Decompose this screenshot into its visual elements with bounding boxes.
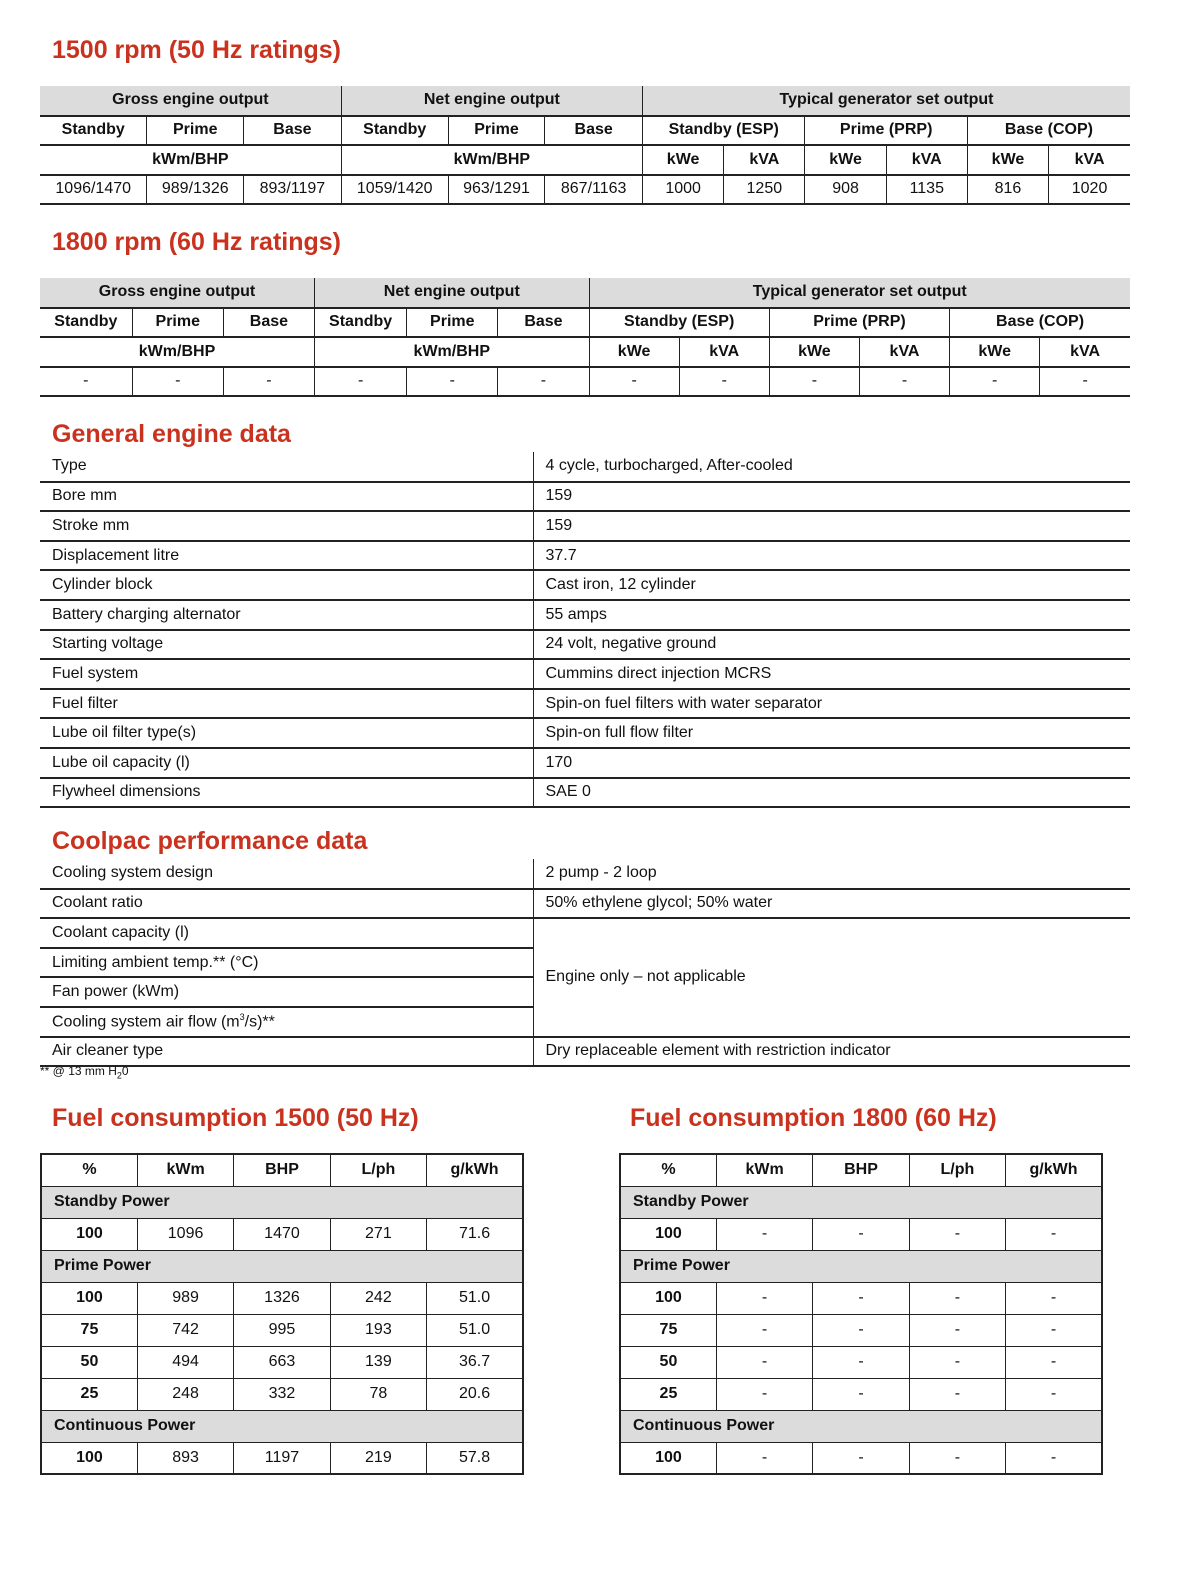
airflow-label-superscript: 3 [239,1012,245,1023]
value-cell: - [813,1314,909,1346]
value-cell: 1135 [886,175,967,205]
table-row [40,748,1130,778]
value-cell: 908 [805,175,886,205]
spec-label: Cooling system design [40,859,533,889]
value-cell: - [716,1346,812,1378]
value-cell: 51.0 [427,1314,523,1346]
value-cell: - [859,367,949,397]
table-row [40,541,1130,571]
value-cell: - [813,1442,909,1474]
value-cell: 989 [137,1282,233,1314]
col-header-percent: % [41,1154,137,1186]
band-continuous-power: Continuous Power [620,1410,1102,1442]
col-header-bhp: BHP [234,1154,330,1186]
band-prime-power: Prime Power [41,1250,523,1282]
spec-label: Bore mm [40,482,533,512]
value-cell: 995 [234,1314,330,1346]
value-cell: - [716,1378,812,1410]
table-row [40,511,1130,541]
unit-kwe: kWe [589,337,679,367]
spec-label: Limiting ambient temp.** (°C) [40,948,533,978]
header-genset-standby: Standby (ESP) [643,116,805,146]
table-row [41,1442,523,1474]
load-percent: 100 [620,1442,716,1474]
value-cell: - [1006,1346,1102,1378]
table-row [40,778,1130,808]
value-cell: - [716,1218,812,1250]
value-cell: 271 [330,1218,426,1250]
unit-gross: kWm/BHP [40,145,341,175]
table-row [41,1346,523,1378]
band-prime-power: Prime Power [620,1250,1102,1282]
value-cell: - [407,367,498,397]
table-row [620,1378,1102,1410]
spec-value: Dry replaceable element with restriction indicator [533,1037,1130,1067]
ratings-60hz-title: 1800 rpm (60 Hz ratings) [52,228,341,256]
load-percent: 50 [41,1346,137,1378]
ratings-50hz-title: 1500 rpm (50 Hz ratings) [52,36,341,64]
value-cell: - [909,1282,1005,1314]
value-cell: 1000 [643,175,724,205]
value-cell: 893/1197 [244,175,342,205]
unit-kwe: kWe [967,145,1048,175]
table-row [41,1378,523,1410]
spec-label: Starting voltage [40,630,533,660]
header-genset-base: Base (COP) [950,308,1130,338]
spec-label: Coolant ratio [40,889,533,919]
spec-label [40,1007,533,1037]
col-header-lph: L/ph [909,1154,1005,1186]
load-percent: 100 [41,1442,137,1474]
value-cell: - [813,1346,909,1378]
table-row [40,718,1130,748]
value-cell: 57.8 [427,1442,523,1474]
value-cell: 963/1291 [448,175,545,205]
value-cell: - [498,367,589,397]
table-row [40,1037,1130,1067]
value-cell: - [315,367,407,397]
load-percent: 75 [41,1314,137,1346]
value-cell: 51.0 [427,1282,523,1314]
band-continuous-power: Continuous Power [41,1410,523,1442]
general-engine-data-title: General engine data [52,420,291,448]
value-cell: - [909,1314,1005,1346]
value-cell: - [813,1218,909,1250]
group-net-engine-output: Net engine output [315,278,590,308]
value-cell: 663 [234,1346,330,1378]
table-row [620,1346,1102,1378]
value-cell: 332 [234,1378,330,1410]
fuel-60hz-title: Fuel consumption 1800 (60 Hz) [630,1104,997,1132]
col-header-kwm: kWm [137,1154,233,1186]
unit-kva: kVA [859,337,949,367]
spec-value: 50% ethylene glycol; 50% water [533,889,1130,919]
group-generator-set-output: Typical generator set output [589,278,1130,308]
spec-value: Cast iron, 12 cylinder [533,570,1130,600]
header-net-base: Base [545,116,643,146]
header-gross-base: Base [223,308,314,338]
value-cell: 989/1326 [147,175,244,205]
unit-kwe: kWe [950,337,1040,367]
header-gross-base: Base [244,116,342,146]
unit-net: kWm/BHP [341,145,642,175]
value-cell: - [1006,1314,1102,1346]
spec-value: SAE 0 [533,778,1130,808]
table-row [40,918,1130,948]
table-row [620,1314,1102,1346]
footnote-text: 0 [121,1064,129,1078]
value-cell: 1096/1470 [40,175,147,205]
band-standby-power: Standby Power [620,1186,1102,1218]
table-row [40,570,1130,600]
spec-value: Spin-on fuel filters with water separator [533,689,1130,719]
group-generator-set-output: Typical generator set output [643,86,1131,116]
ratings-60hz-table [40,278,1130,397]
spec-label: Fan power (kWm) [40,977,533,1007]
unit-gross: kWm/BHP [40,337,315,367]
value-cell: 742 [137,1314,233,1346]
value-cell: 1020 [1049,175,1130,205]
ratings-50hz-table [40,86,1130,205]
general-engine-data-table [40,452,1130,808]
load-percent: 100 [620,1218,716,1250]
spec-label: Coolant capacity (l) [40,918,533,948]
header-gross-standby: Standby [40,308,132,338]
value-cell: - [909,1218,1005,1250]
value-cell: 36.7 [427,1346,523,1378]
table-row [41,1282,523,1314]
spec-value: 4 cycle, turbocharged, After-cooled [533,452,1130,482]
header-gross-prime: Prime [132,308,223,338]
header-net-prime: Prime [407,308,498,338]
header-gross-prime: Prime [147,116,244,146]
load-percent: 100 [41,1218,137,1250]
fuel-60hz-table [619,1153,1103,1475]
value-cell: 1059/1420 [341,175,448,205]
spec-label: Air cleaner type [40,1037,533,1067]
table-row [40,859,1130,889]
spec-label: Fuel system [40,659,533,689]
value-cell: 248 [137,1378,233,1410]
table-row [40,600,1130,630]
value-cell: 242 [330,1282,426,1314]
col-header-percent: % [620,1154,716,1186]
unit-kva: kVA [724,145,805,175]
spec-value: 24 volt, negative ground [533,630,1130,660]
load-percent: 75 [620,1314,716,1346]
table-row [41,1314,523,1346]
fuel-50hz-table [40,1153,524,1475]
unit-kva: kVA [1049,145,1130,175]
value-cell: - [1040,367,1130,397]
value-cell: - [716,1282,812,1314]
header-net-prime: Prime [448,116,545,146]
value-cell: 893 [137,1442,233,1474]
footnote-text: ** @ 13 mm H [40,1064,117,1078]
load-percent: 50 [620,1346,716,1378]
value-cell: 1470 [234,1218,330,1250]
airflow-label-text: /s)** [244,1013,275,1031]
band-standby-power: Standby Power [41,1186,523,1218]
load-percent: 25 [620,1378,716,1410]
coolpac-title: Coolpac performance data [52,827,368,855]
value-cell: - [909,1442,1005,1474]
load-percent: 100 [620,1282,716,1314]
unit-kva: kVA [679,337,769,367]
value-cell: 816 [967,175,1048,205]
airflow-label-text: Cooling system air flow (m [52,1013,240,1031]
table-row [40,630,1130,660]
spec-value: Spin-on full flow filter [533,718,1130,748]
value-cell: - [1006,1282,1102,1314]
spec-value: 37.7 [533,541,1130,571]
value-cell: - [950,367,1040,397]
col-header-bhp: BHP [813,1154,909,1186]
value-cell: - [813,1282,909,1314]
value-cell: 867/1163 [545,175,643,205]
unit-kva: kVA [886,145,967,175]
load-percent: 100 [41,1282,137,1314]
header-net-standby: Standby [315,308,407,338]
header-net-base: Base [498,308,589,338]
footnote [40,1064,129,1080]
value-cell: 139 [330,1346,426,1378]
value-cell: - [769,367,859,397]
spec-value: 55 amps [533,600,1130,630]
value-cell: - [909,1378,1005,1410]
value-cell: - [1006,1218,1102,1250]
unit-net: kWm/BHP [315,337,590,367]
spec-label: Displacement litre [40,541,533,571]
col-header-gkwh: g/kWh [427,1154,523,1186]
table-row [620,1282,1102,1314]
spec-label: Fuel filter [40,689,533,719]
value-cell: 1096 [137,1218,233,1250]
value-cell: - [40,367,132,397]
group-gross-engine-output: Gross engine output [40,86,341,116]
spec-value-merged: Engine only – not applicable [533,918,1130,1036]
value-cell: - [716,1442,812,1474]
col-header-lph: L/ph [330,1154,426,1186]
table-row [40,889,1130,919]
spec-value: 2 pump - 2 loop [533,859,1130,889]
value-cell: - [813,1378,909,1410]
table-row [40,689,1130,719]
value-cell: 20.6 [427,1378,523,1410]
header-gross-standby: Standby [40,116,147,146]
header-net-standby: Standby [341,116,448,146]
table-row [620,1442,1102,1474]
spec-label: Lube oil filter type(s) [40,718,533,748]
table-row [40,659,1130,689]
value-cell: 193 [330,1314,426,1346]
header-genset-prime: Prime (PRP) [805,116,967,146]
table-row [620,1218,1102,1250]
spec-value: 159 [533,511,1130,541]
value-cell: - [716,1314,812,1346]
group-gross-engine-output: Gross engine output [40,278,315,308]
spec-label: Flywheel dimensions [40,778,533,808]
value-cell: - [1006,1442,1102,1474]
spec-label: Lube oil capacity (l) [40,748,533,778]
table-row [41,1218,523,1250]
value-cell: 71.6 [427,1218,523,1250]
value-cell: 1197 [234,1442,330,1474]
spec-value: 159 [533,482,1130,512]
unit-kva: kVA [1040,337,1130,367]
col-header-gkwh: g/kWh [1006,1154,1102,1186]
load-percent: 25 [41,1378,137,1410]
header-genset-prime: Prime (PRP) [769,308,949,338]
spec-label: Stroke mm [40,511,533,541]
spec-label: Battery charging alternator [40,600,533,630]
value-cell: 219 [330,1442,426,1474]
spec-label: Type [40,452,533,482]
spec-value: 170 [533,748,1130,778]
value-cell: - [132,367,223,397]
spec-label: Cylinder block [40,570,533,600]
col-header-kwm: kWm [716,1154,812,1186]
value-cell: - [589,367,679,397]
table-row [40,482,1130,512]
value-cell: 1326 [234,1282,330,1314]
value-cell: 494 [137,1346,233,1378]
header-genset-base: Base (COP) [967,116,1130,146]
unit-kwe: kWe [769,337,859,367]
value-cell: - [909,1346,1005,1378]
spec-value: Cummins direct injection MCRS [533,659,1130,689]
header-genset-standby: Standby (ESP) [589,308,769,338]
value-cell: - [679,367,769,397]
value-cell: 78 [330,1378,426,1410]
value-cell: 1250 [724,175,805,205]
value-cell: - [223,367,314,397]
table-row [40,452,1130,482]
unit-kwe: kWe [805,145,886,175]
fuel-50hz-title: Fuel consumption 1500 (50 Hz) [52,1104,419,1132]
coolpac-table [40,859,1130,1067]
value-cell: - [1006,1378,1102,1410]
unit-kwe: kWe [643,145,724,175]
footnote-subscript: 2 [116,1070,122,1081]
group-net-engine-output: Net engine output [341,86,642,116]
